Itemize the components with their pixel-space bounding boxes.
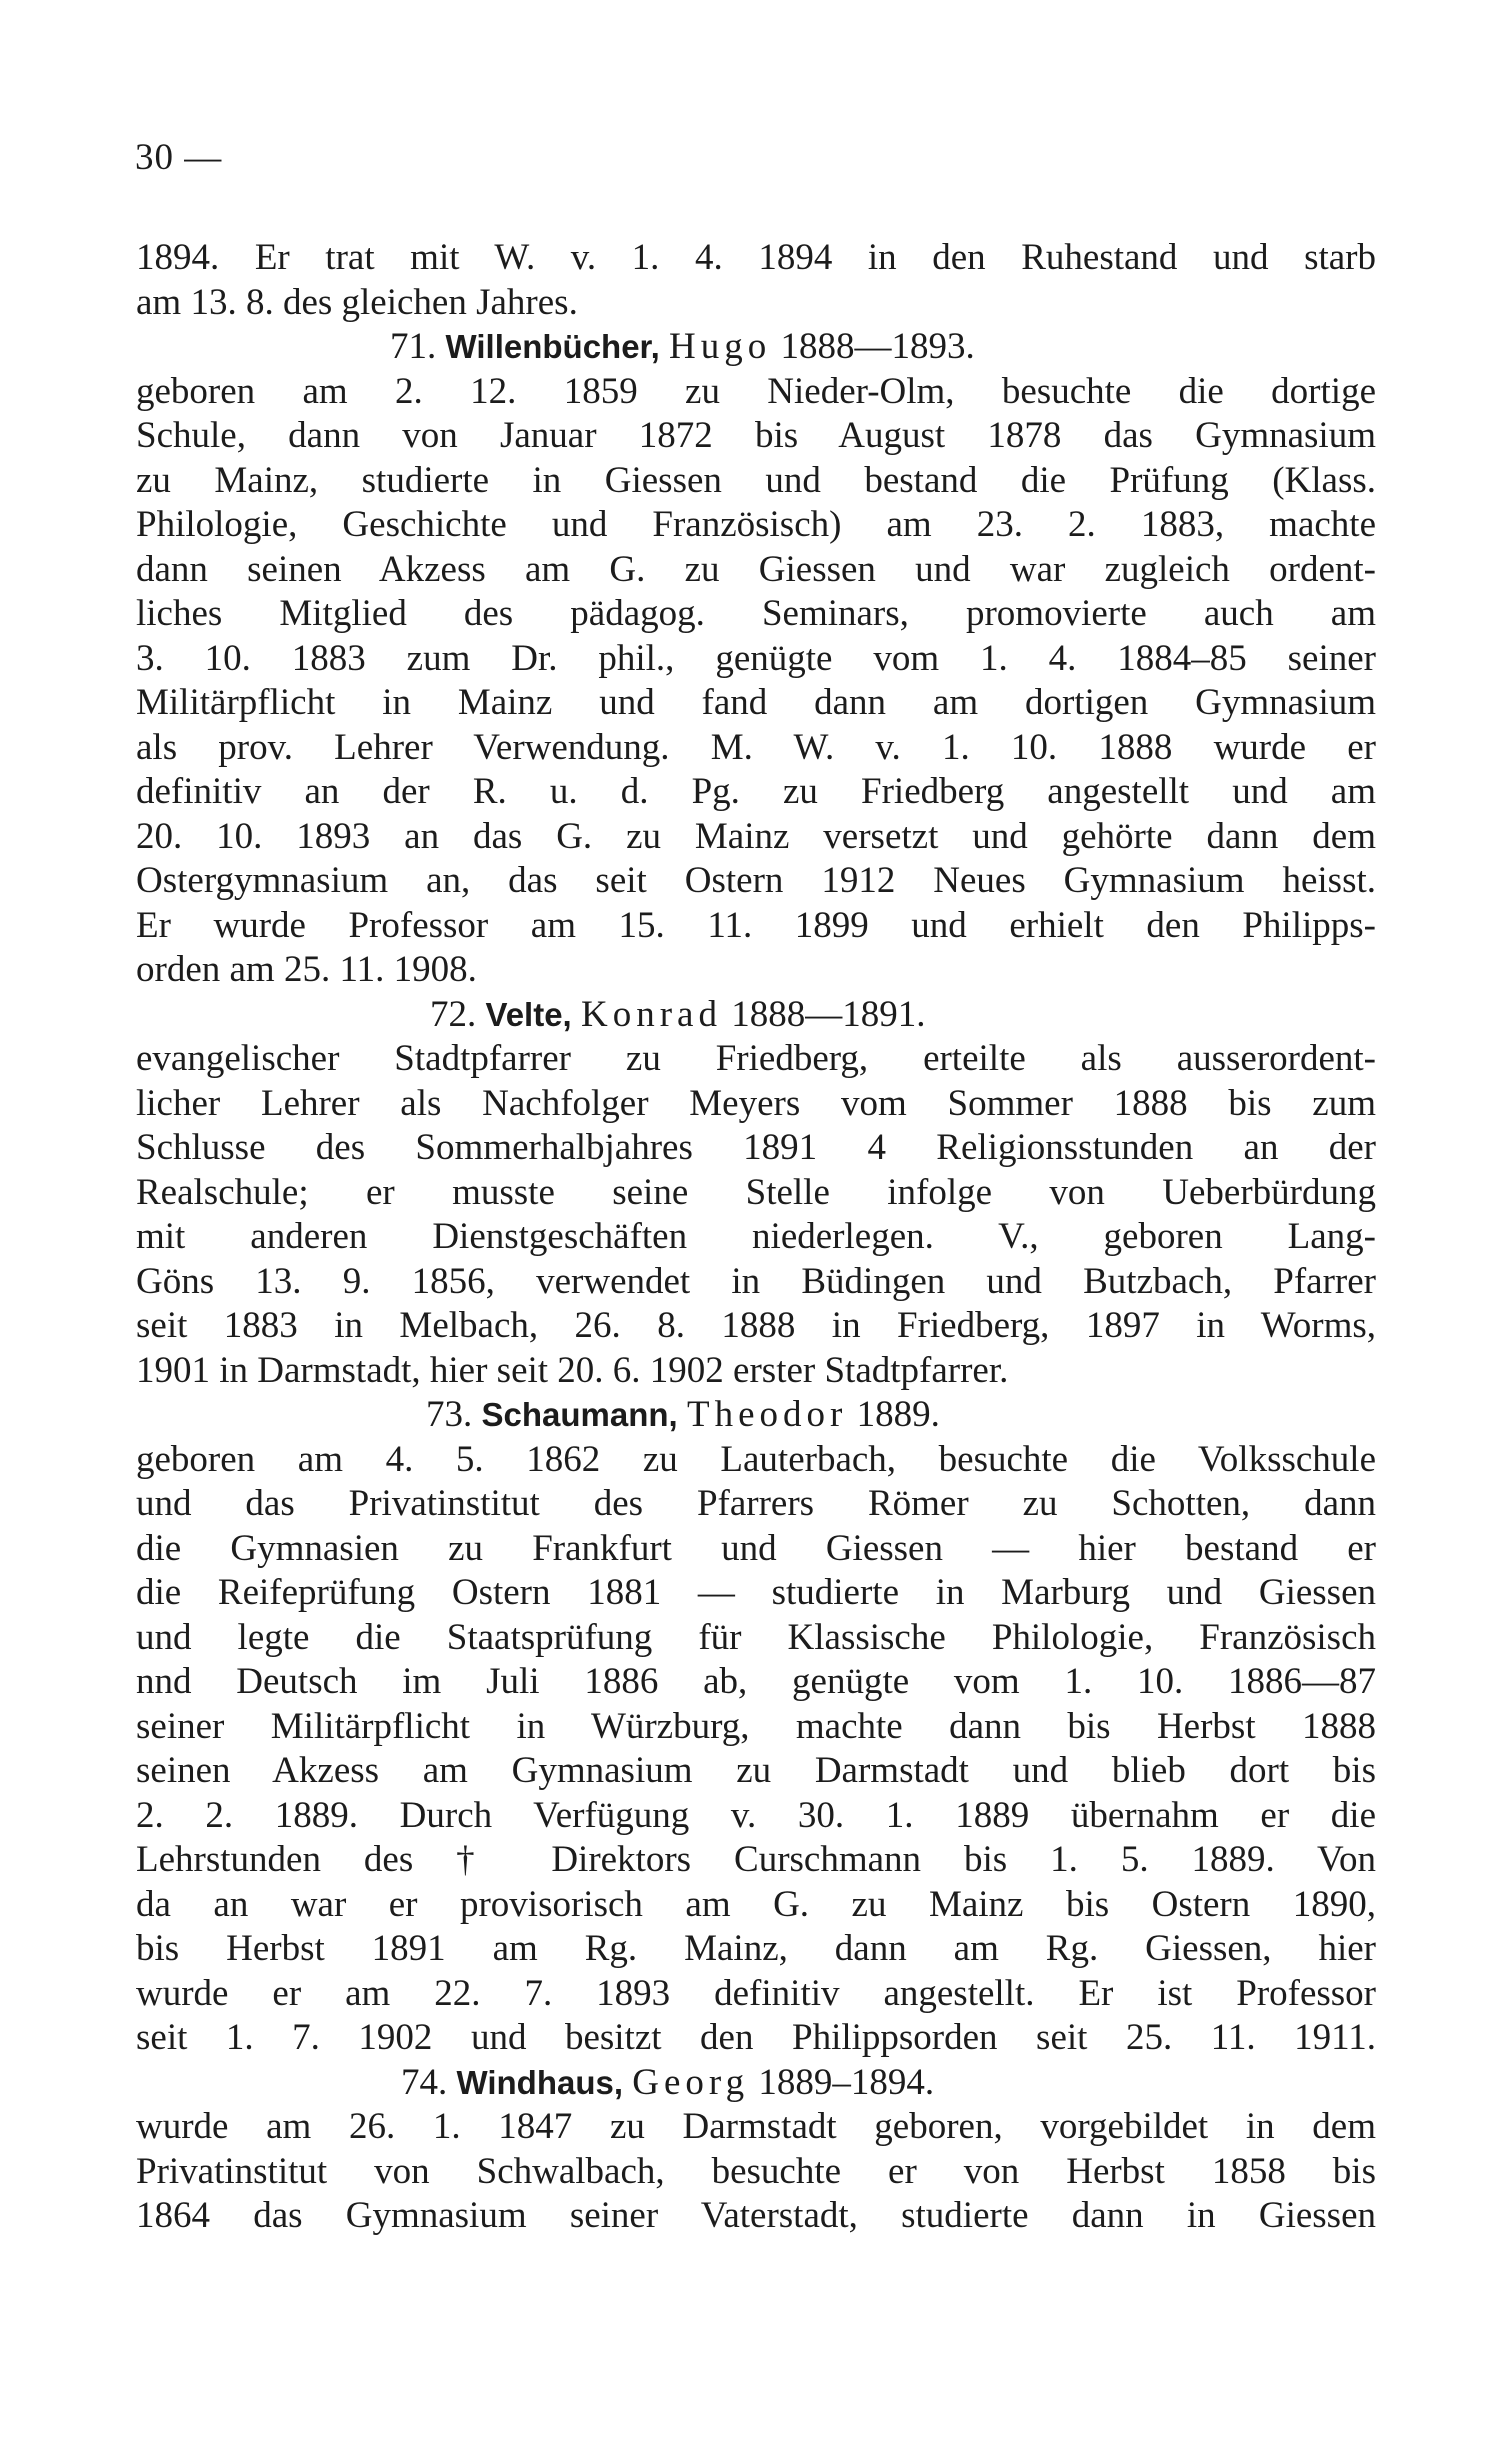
text-line: licher Lehrer als Nachfolger Meyers vom Sommer 1888 bis zum (136, 1082, 1376, 1124)
text-line: seit 1883 in Melbach, 26. 8. 1888 in Friedberg, 1897 in Worms, (136, 1305, 1376, 1346)
text-line: 1894. Er trat mit W. v. 1. 4. 1894 in den Ruhestand und starb (136, 237, 1376, 278)
text-line: die Gymnasien zu Frankfurt und Giessen — hier bestand er (136, 1527, 1376, 1569)
text-line: mit anderen Dienstgeschäften niederlegen. V., geboren Lang- (136, 1216, 1376, 1257)
entry-surname: Willenbücher, (445, 328, 660, 365)
text-line: als prov. Lehrer Verwendung. M. W. v. 1. 10. 1888 wurde er (136, 726, 1376, 768)
text-line: 3. 10. 1883 zum Dr. phil., genügte vom 1. 4. 1884–85 seiner (136, 637, 1376, 679)
entry-number: 74. (401, 2061, 448, 2103)
text-line: 1864 das Gymnasium seiner Vaterstadt, studierte dann in Giessen (136, 2195, 1376, 2236)
text-line: geboren am 2. 12. 1859 zu Nieder-Olm, besuchte die dortige (136, 370, 1376, 412)
text-line: Militärpflicht in Mainz und fand dann am dortigen Gymnasium (136, 682, 1376, 723)
page-number: 30 — (135, 137, 223, 178)
text-line: Göns 13. 9. 1856, verwendet in Büdingen und Butzbach, Pfarrer (136, 1260, 1376, 1302)
entry-given-name: Georg (632, 2061, 750, 2103)
text-line: bis Herbst 1891 am Rg. Mainz, dann am Rg. Giessen, hier (136, 1928, 1376, 1969)
text-line: Lehrstunden des † Direktors Curschmann bis 1. 5. 1889. Von (136, 1839, 1376, 1880)
entry-given-name: Konrad (580, 993, 722, 1035)
entry-years: 1889–1894. (758, 2061, 935, 2103)
text-line: Ostergymnasium an, das seit Ostern 1912 Neues Gymnasium heisst. (136, 860, 1376, 901)
text-line: Privatinstitut von Schwalbach, besuchte er von Herbst 1858 bis (136, 2150, 1376, 2192)
text-line: geboren am 4. 5. 1862 zu Lauterbach, besuchte die Volksschule (136, 1438, 1376, 1480)
entry-surname: Velte, (485, 995, 572, 1033)
entry-number: 73. (426, 1394, 473, 1435)
page-text (136, 236, 1376, 2239)
entry-years: 1889. (856, 1394, 940, 1435)
text-line: seinen Akzess am Gymnasium zu Darmstadt und blieb dort bis (136, 1750, 1376, 1791)
entry-number: 72. (430, 993, 477, 1035)
text-line: die Reifeprüfung Ostern 1881 — studierte in Marburg und Giessen (136, 1572, 1376, 1613)
text-line: da an war er provisorisch am G. zu Mainz bis Ostern 1890, (136, 1883, 1376, 1925)
text-line: Philologie, Geschichte und Französisch) am 23. 2. 1883, machte (136, 504, 1376, 545)
text-line: zu Mainz, studierte in Giessen und bestand die Prüfung (Klass. (136, 459, 1376, 501)
text-line: Realschule; er musste seine Stelle infolge von Ueberbürdung (136, 1171, 1376, 1213)
entry-heading-71 (136, 325, 1376, 370)
entry-years: 1888—1893. (780, 326, 975, 367)
text-line: definitiv an der R. u. d. Pg. zu Friedberg angestellt und am (136, 771, 1376, 812)
entry-surname: Windhaus, (456, 2063, 624, 2101)
text-line: orden am 25. 11. 1908. (136, 949, 477, 990)
entry-heading-74 (136, 2061, 1376, 2106)
entry-number: 71. (390, 326, 437, 367)
text-line: wurde am 26. 1. 1847 zu Darmstadt geboren, vorgebildet in dem (136, 2106, 1376, 2147)
entry-years: 1888—1891. (731, 993, 926, 1035)
text-line: Er wurde Professor am 15. 11. 1899 und erhielt den Philipps- (136, 904, 1376, 946)
entry-given-name: Theodor (686, 1394, 848, 1435)
text-line: 20. 10. 1893 an das G. zu Mainz versetzt und gehörte dann dem (136, 815, 1376, 857)
text-line: und das Privatinstitut des Pfarrers Römer zu Schotten, dann (136, 1483, 1376, 1524)
text-line: und legte die Staatsprüfung für Klassische Philologie, Französisch (136, 1616, 1376, 1658)
entry-heading-73 (136, 1393, 1376, 1438)
text-line: liches Mitglied des pädagog. Seminars, promovierte auch am (136, 593, 1376, 634)
text-line: wurde er am 22. 7. 1893 definitiv angestellt. Er ist Professor (136, 1972, 1376, 2014)
text-line: Schule, dann von Januar 1872 bis August 1878 das Gymnasium (136, 415, 1376, 456)
entry-surname: Schaumann, (481, 1396, 678, 1433)
text-line: 1901 in Darmstadt, hier seit 20. 6. 1902 erster Stadtpfarrer. (136, 1349, 1009, 1391)
text-line: nnd Deutsch im Juli 1886 ab, genügte vom 1. 10. 1886—87 (136, 1661, 1376, 1702)
entry-heading-72 (136, 993, 1376, 1038)
text-line: am 13. 8. des gleichen Jahres. (136, 281, 578, 323)
text-line: Schlusse des Sommerhalbjahres 1891 4 Religionsstunden an der (136, 1127, 1376, 1168)
text-line: evangelischer Stadtpfarrer zu Friedberg, erteilte als ausserordent- (136, 1038, 1376, 1079)
text-line: 2. 2. 1889. Durch Verfügung v. 30. 1. 1889 übernahm er die (136, 1794, 1376, 1836)
text-line: seit 1. 7. 1902 und besitzt den Philippsorden seit 25. 11. 1911. (136, 2017, 1376, 2058)
text-line: seiner Militärpflicht in Würzburg, machte dann bis Herbst 1888 (136, 1705, 1376, 1747)
text-line: dann seinen Akzess am G. zu Giessen und war zugleich ordent- (136, 548, 1376, 590)
entry-given-name: Hugo (669, 326, 772, 367)
